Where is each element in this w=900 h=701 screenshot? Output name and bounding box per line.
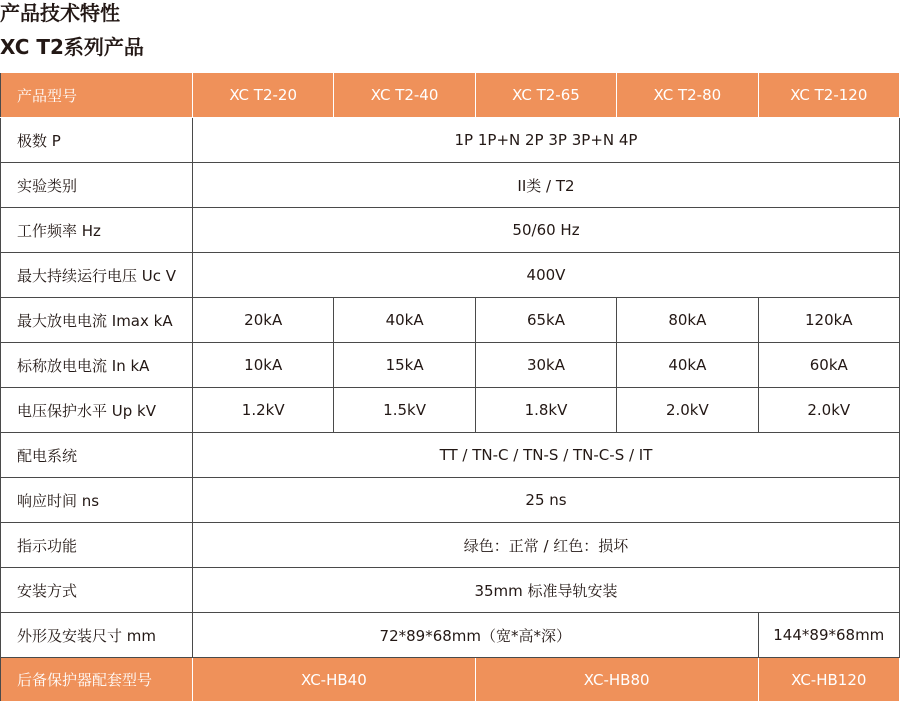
spec-value: 1P 1P+N 2P 3P 3P+N 4P [193,118,900,163]
spec-label: 安装方式 [1,568,193,613]
spec-label: 实验类别 [1,163,193,208]
table-row [1,523,900,568]
spec-value: XC-HB40 [193,658,476,701]
spec-value: 1.8kV [475,388,616,433]
series-title: XC T2系列产品 [0,35,144,59]
spec-value: 2.0kV [617,388,758,433]
table-row [1,568,900,613]
spec-value: 20kA [193,298,334,343]
spec-label: 外形及安装尺寸 mm [1,613,193,658]
table-row [1,343,900,388]
spec-label: 标称放电电流 In kA [1,343,193,388]
header-model: XC T2-120 [758,73,899,118]
spec-value: XC-HB120 [758,658,899,701]
spec-value: 2.0kV [758,388,899,433]
spec-value: 25 ns [193,478,900,523]
table-row [1,118,900,163]
spec-value: 15kA [334,343,475,388]
spec-label: 最大持续运行电压 Uc V [1,253,193,298]
spec-value: 65kA [475,298,616,343]
page-title: 产品技术特性 [0,1,120,25]
header-model: XC T2-40 [334,73,475,118]
header-model: XC T2-20 [193,73,334,118]
spec-value: 120kA [758,298,899,343]
spec-value: 80kA [617,298,758,343]
table-row [1,388,900,433]
spec-label: 最大放电电流 Imax kA [1,298,193,343]
spec-value: 144*89*68mm [758,613,899,658]
spec-value: II类 / T2 [193,163,900,208]
spec-label: 响应时间 ns [1,478,193,523]
spec-label: 电压保护水平 Up kV [1,388,193,433]
spec-value: 10kA [193,343,334,388]
spec-table [0,72,900,701]
spec-value: 400V [193,253,900,298]
spec-value: 绿色：正常 / 红色：损坏 [193,523,900,568]
table-row [1,433,900,478]
table-footer-row [1,658,900,701]
table-row [1,613,900,658]
spec-value: 1.2kV [193,388,334,433]
header-label: 产品型号 [1,73,193,118]
table-header-row [1,73,900,118]
spec-value: 50/60 Hz [193,208,900,253]
spec-value: 72*89*68mm（宽*高*深） [193,613,759,658]
table-row [1,253,900,298]
spec-label: 指示功能 [1,523,193,568]
spec-value: 40kA [334,298,475,343]
spec-value: 35mm 标准导轨安装 [193,568,900,613]
spec-value: 1.5kV [334,388,475,433]
spec-label: 工作频率 Hz [1,208,193,253]
spec-value: TT / TN-C / TN-S / TN-C-S / IT [193,433,900,478]
spec-label: 极数 P [1,118,193,163]
table-row [1,298,900,343]
spec-value: 60kA [758,343,899,388]
spec-value: XC-HB80 [475,658,758,701]
spec-value: 30kA [475,343,616,388]
table-row [1,478,900,523]
spec-value: 40kA [617,343,758,388]
spec-table-body [1,73,900,701]
table-row [1,163,900,208]
header-model: XC T2-80 [617,73,758,118]
header-model: XC T2-65 [475,73,616,118]
spec-label: 配电系统 [1,433,193,478]
footer-label: 后备保护器配套型号 [1,658,193,701]
table-row [1,208,900,253]
